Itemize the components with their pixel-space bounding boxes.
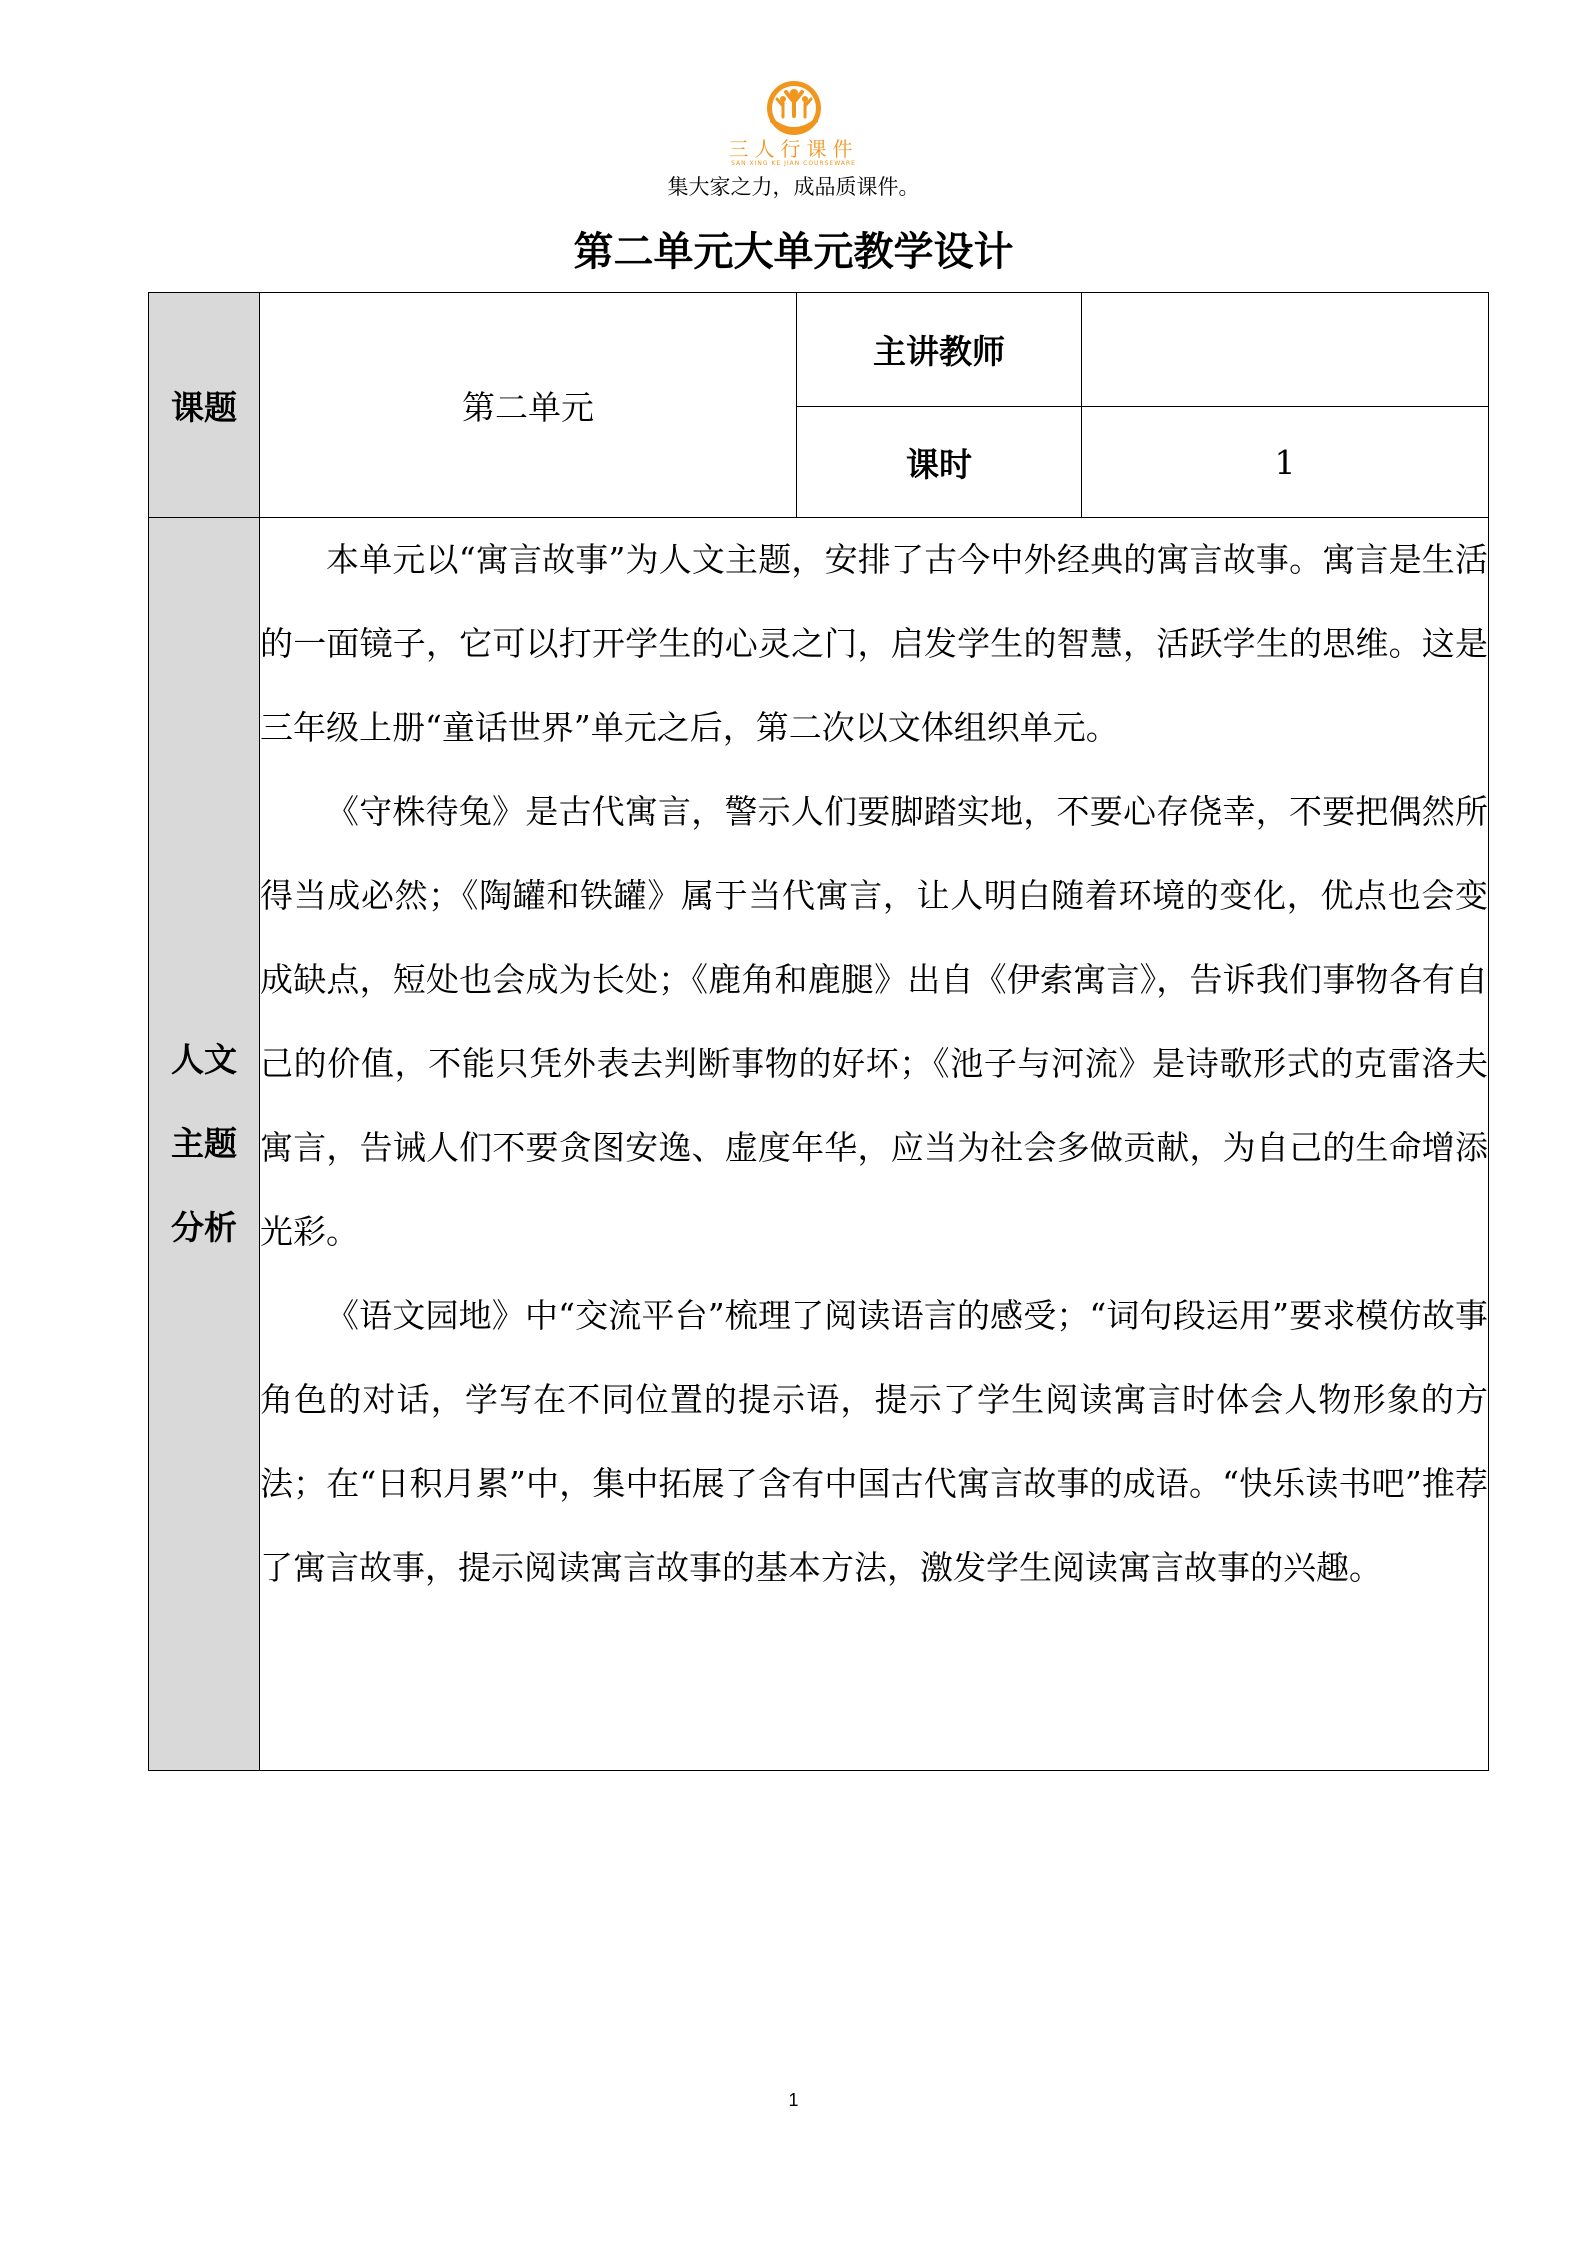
logo-subtext: SAN XING KE JIAN COURSEWARE — [731, 160, 856, 167]
topic-label: 课题 — [149, 293, 260, 518]
analysis-paragraph: 《守株待兔》是古代寓言，警示人们要脚踏实地，不要心存侥幸，不要把偶然所得当成必然；《陶罐和铁罐》属于当代寓言，让人明白随着环境的变化，优点也会变成缺点，短处也会成为长处；《鹿角和鹿腿》出自《伊索寓言》，告诉我们事物各有自己的价值，不能只凭外表去判断事物的好坏；《池子与河流》是诗歌形式的克雷洛夫寓言，告诫人们不要贪图安逸、虚度年华，应当为社会多做贡献，为自己的生命增添光彩。 — [260, 792, 1488, 1251]
teacher-value — [1082, 293, 1489, 407]
analysis-label — [149, 518, 260, 1771]
lesson-design-table — [148, 292, 1489, 1771]
analysis-paragraph: 《语文园地》中“交流平台”梳理了阅读语言的感受；“词句段运用”要求模仿故事角色的对话，学写在不同位置的提示语，提示了学生阅读寓言时体会人物形象的方法；在“日积月累”中，集中拓展了含有中国古代寓言故事的成语。“快乐读书吧”推荐了寓言故事，提示阅读寓言故事的基本方法，激发学生阅读寓言故事的兴趣。 — [260, 1296, 1488, 1587]
header — [0, 78, 1587, 200]
logo-text: 三人行课件 — [728, 137, 859, 161]
people-raising-hands-sun-icon — [764, 78, 824, 138]
slogan: 集大家之力，成品质课件。 — [667, 175, 920, 199]
analysis-paragraph: 本单元以“寓言故事”为人文主题，安排了古今中外经典的寓言故事。寓言是生活的一面镜子，它可以打开学生的心灵之门，启发学生的智慧，活跃学生的思维。这是三年级上册“童话世界”单元之后，第二次以文体组织单元。 — [260, 540, 1488, 747]
topic-value: 第二单元 — [260, 293, 797, 518]
teacher-label: 主讲教师 — [797, 293, 1082, 407]
page-number: 1 — [788, 2090, 799, 2110]
analysis-label-line: 主题 — [171, 1124, 237, 1163]
hours-value: 1 — [1082, 407, 1489, 518]
hours-label: 课时 — [797, 407, 1082, 518]
document-title: 第二单元大单元教学设计 — [573, 228, 1014, 275]
analysis-label-line: 分析 — [171, 1208, 237, 1247]
analysis-label-line: 人文 — [171, 1040, 237, 1079]
analysis-content — [260, 518, 1489, 1771]
